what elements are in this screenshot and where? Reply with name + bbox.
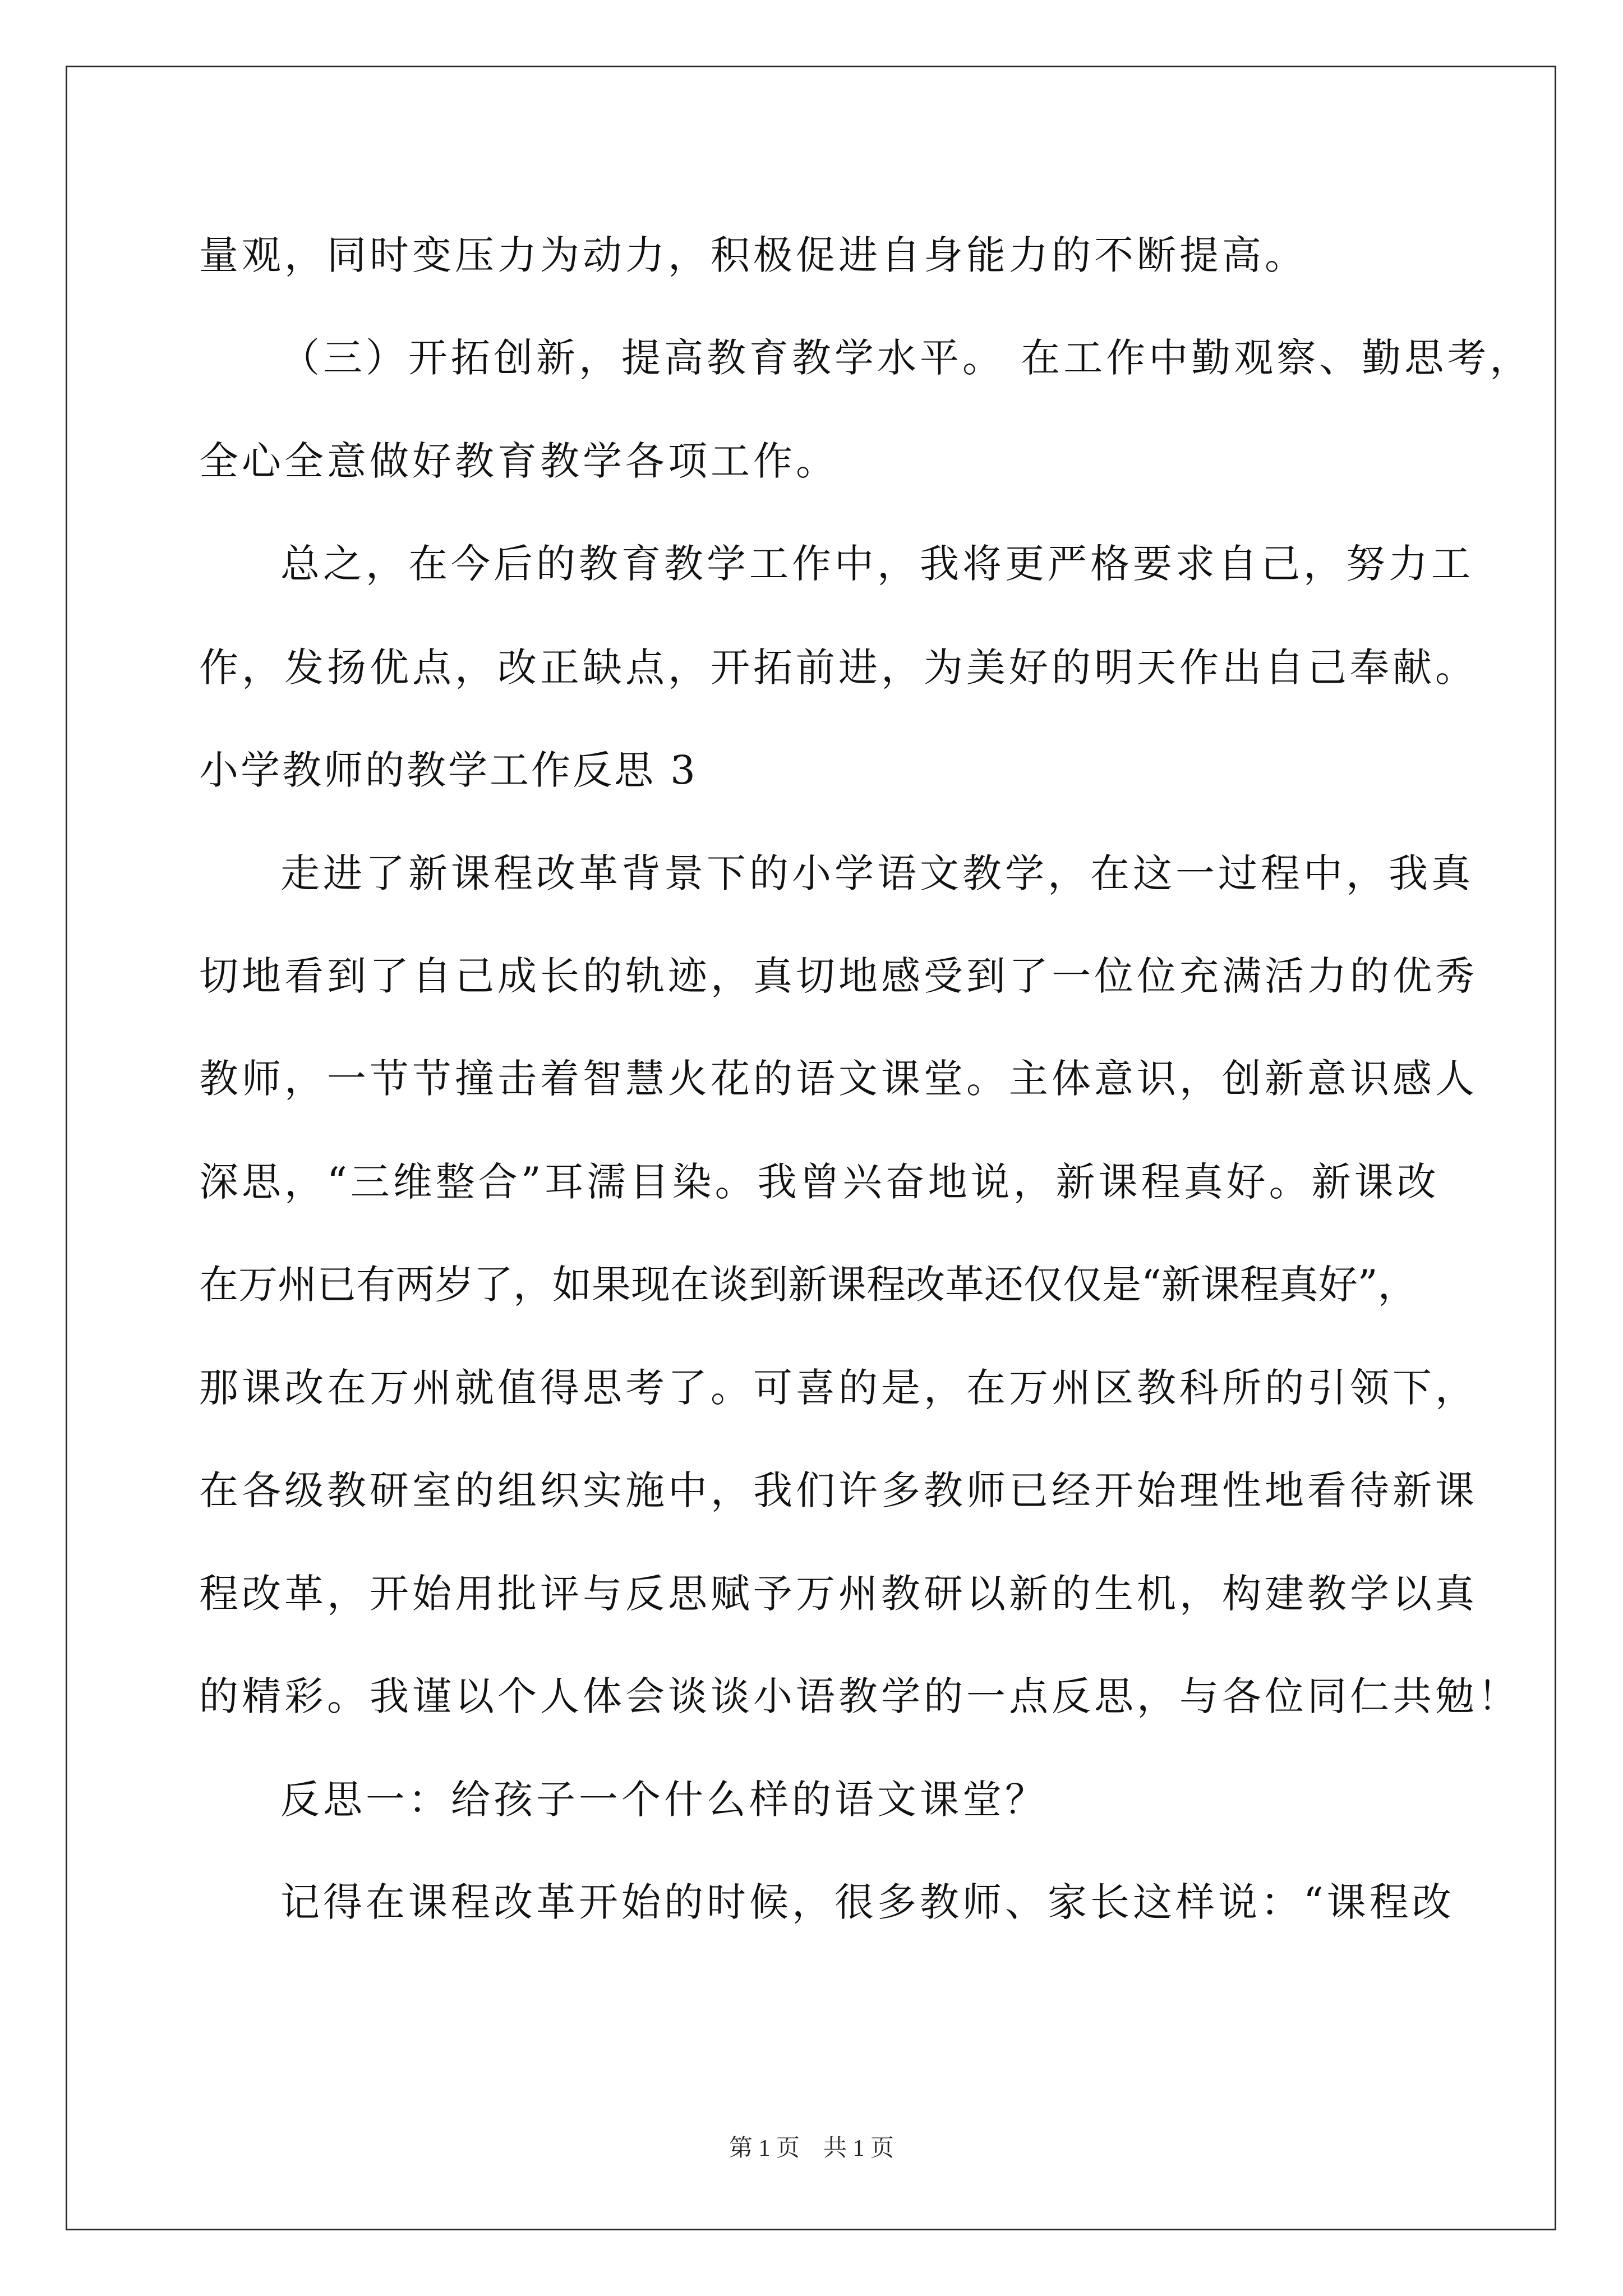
paragraph-line: 走进了新课程改革背景下的小学语文教学，在这一过程中，我真 bbox=[280, 850, 1474, 896]
paragraph-line: 教师，一节节撞击着智慧火花的语文课堂。主体意识，创新意识感人 bbox=[199, 1056, 1478, 1102]
paragraph-line: 深思，“三维整合”耳濡目染。我曾兴奋地说，新课程真好。新课改 bbox=[199, 1159, 1440, 1205]
paragraph-line: 作，发扬优点，改正缺点，开拓前进，为美好的明天作出自己奉献。 bbox=[199, 645, 1478, 691]
paragraph-line: 总之，在今后的教育教学工作中，我将更严格要求自己，努力工 bbox=[280, 541, 1474, 587]
paragraph-line: 的精彩。我谨以个人体会谈谈小语教学的一点反思，与各位同仁共勉！ bbox=[199, 1673, 1520, 1719]
paragraph-line: 那课改在万州就值得思考了。可喜的是，在万州区教科所的引领下， bbox=[199, 1365, 1478, 1411]
paragraph-line: 程改革，开始用批评与反思赋予万州教研以新的生机，构建教学以真 bbox=[199, 1571, 1478, 1617]
page-number-footer: 第 1 页 共 1 页 bbox=[728, 2136, 894, 2161]
paragraph-line: 切地看到了自己成长的轨迹，真切地感受到了一位位充满活力的优秀 bbox=[199, 953, 1478, 999]
paragraph-line: 在万州已有两岁了，如果现在谈到新课程改革还仅仅是“新课程真好”， bbox=[199, 1262, 1417, 1308]
paragraph-line: 全心全意做好教育教学各项工作。 bbox=[199, 438, 838, 484]
section-heading: 小学教师的教学工作反思 3 bbox=[199, 747, 698, 793]
paragraph-line: 记得在课程改革开始的时候，很多教师、家长这样说：“课程改 bbox=[280, 1879, 1455, 1925]
paragraph-line: 量观，同时变压力为动力，积极促进自身能力的不断提高。 bbox=[199, 232, 1307, 278]
paragraph-line: 反思一：给孩子一个什么样的语文课堂？ bbox=[280, 1777, 1048, 1823]
paragraph-line: （三）开拓创新，提高教育教学水平。 在工作中勤观察、勤思考， bbox=[280, 335, 1533, 381]
paragraph-line: 在各级教研室的组织实施中，我们许多教师已经开始理性地看待新课 bbox=[199, 1467, 1478, 1513]
